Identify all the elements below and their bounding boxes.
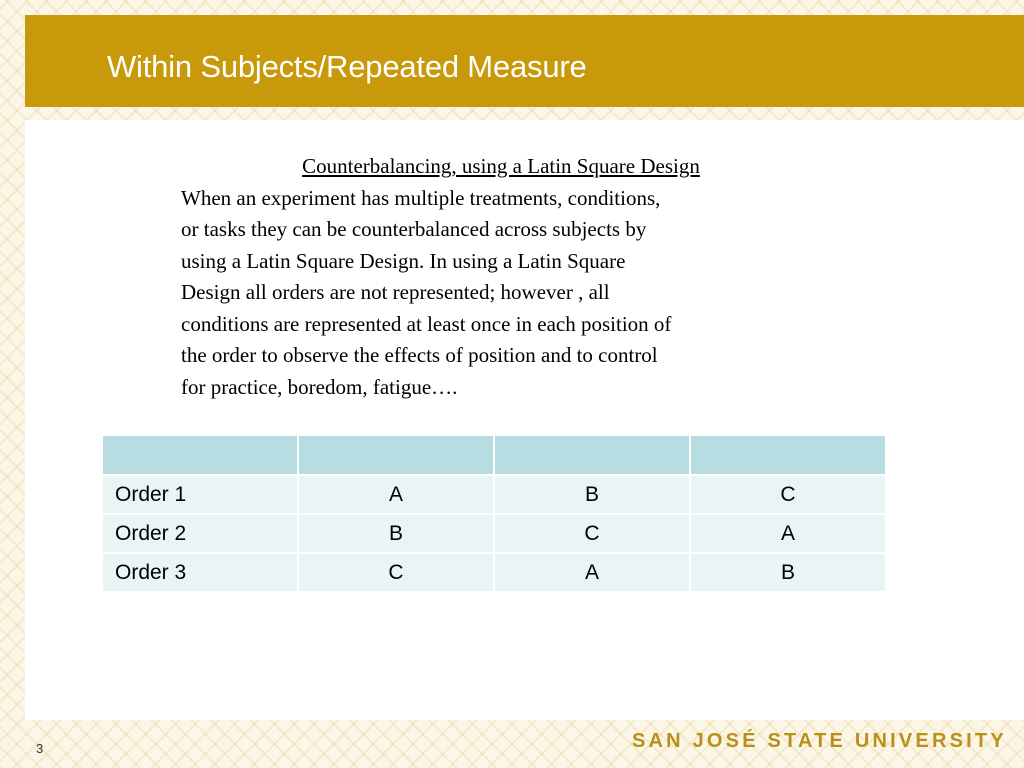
table-header-cell	[298, 435, 494, 475]
university-logo: SAN JOSÉ STATE UNIVERSITY	[632, 730, 1007, 752]
table-cell: C	[690, 475, 886, 514]
table-row	[102, 553, 886, 592]
table-header-row	[102, 435, 886, 475]
table-row	[102, 475, 886, 514]
row-label: Order 1	[102, 475, 298, 514]
table-cell: B	[690, 553, 886, 592]
body-paragraph: When an experiment has multiple treatments, conditions, or tasks they can be counterbalanced across subjects by using a Latin Square Design. In using a Latin Square Design all orders are not represented; however , all conditions are represented at least once in each position of the order to observe the effects of position and to control for practice, boredom, fatigue….	[181, 185, 672, 399]
table-cell: A	[298, 475, 494, 514]
section-heading: Counterbalancing, using a Latin Square Design	[302, 154, 700, 178]
title-bar	[25, 15, 1024, 107]
body-text	[181, 151, 831, 403]
row-label: Order 2	[102, 514, 298, 553]
table-row	[102, 514, 886, 553]
slide-title: Within Subjects/Repeated Measure	[107, 49, 587, 84]
table-header-cell	[494, 435, 690, 475]
table-cell: B	[494, 475, 690, 514]
table-cell: C	[494, 514, 690, 553]
table-header-cell	[102, 435, 298, 475]
table-cell: A	[690, 514, 886, 553]
table-header-cell	[690, 435, 886, 475]
table-cell: A	[494, 553, 690, 592]
table-cell: B	[298, 514, 494, 553]
latin-square-table	[101, 434, 887, 593]
table-cell: C	[298, 553, 494, 592]
row-label: Order 3	[102, 553, 298, 592]
page-number: 3	[36, 741, 44, 756]
